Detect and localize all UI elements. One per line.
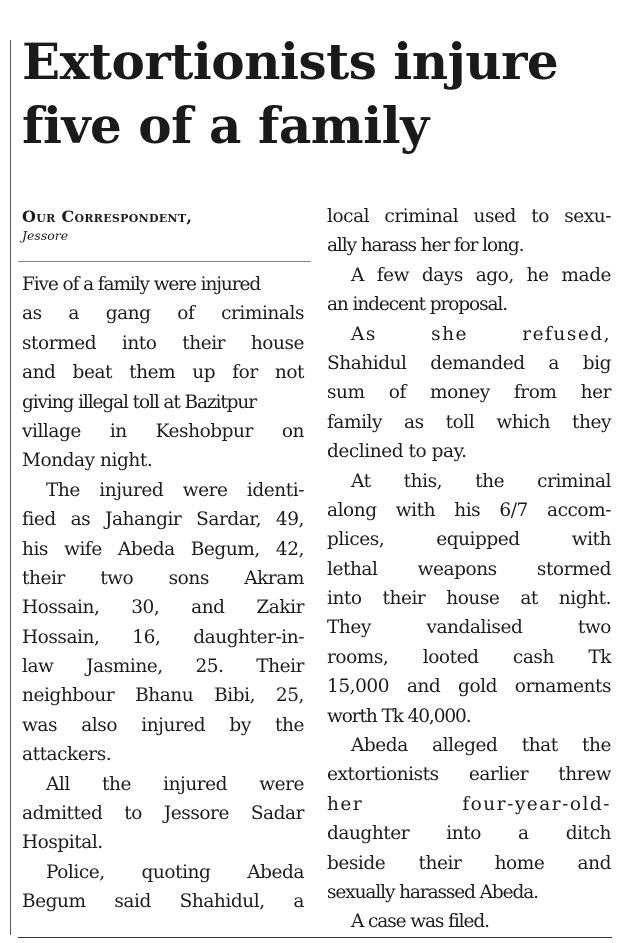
body-line: his wife Abeda Begum, 42, [22,538,304,560]
body-line: law Jasmine, 25. Their [22,656,304,678]
body-line: her four-year-old- [327,793,611,815]
body-line: ally harass her for long. [327,235,524,257]
body-line: extortionists earlier threw [327,764,611,786]
body-line: local criminal used to sexu- [327,206,611,227]
body-line: declined to pay. [327,441,467,463]
body-line: beside their home and [327,852,611,874]
body-line: as a gang of criminals [22,303,304,325]
body-line: As she refused, [351,323,611,345]
body-line: was also injured by the [22,714,304,736]
body-line: Hospital. [22,832,103,854]
body-line: fied as Jahangir Sardar, 49, [22,509,304,531]
body-line: rooms, looted cash Tk [327,646,611,668]
byline-rule [18,261,311,262]
body-line: attackers. [22,744,112,766]
body-line: Hossain, 16, daughter-in- [22,626,304,648]
body-line: Begum said Shahidul, a [22,891,304,913]
body-line: They vandalised two [327,617,611,639]
body-line: into their house at night. [327,588,611,610]
body-line: giving illegal toll at Bazitpur [22,391,256,413]
body-line: 15,000 and gold ornaments [327,676,611,698]
article-column-left [22,270,304,917]
body-line: plices, equipped with [327,529,611,551]
body-line: Shahidul demanded a big [327,352,611,374]
body-line: lethal weapons stormed [327,558,611,580]
body-line: village in Keshobpur on [22,420,304,442]
body-line: neighbour Bhanu Bibi, 25, [22,685,304,707]
body-line: Abeda alleged that the [351,735,611,757]
byline-author: Our Correspondent, [22,207,193,226]
body-line: The injured were identi- [46,479,304,501]
body-line: Police, quoting Abeda [46,861,304,883]
body-line: along with his 6/7 accom- [327,499,611,521]
body-line: admitted to Jessore Sadar [22,803,304,825]
body-line: family as toll which they [327,411,611,433]
body-line: an indecent proposal. [327,294,508,316]
body-line: their two sons Akram [22,567,304,589]
body-line: sum of money from her [327,382,611,404]
body-line: Hossain, 30, and Zakir [22,597,304,619]
body-line: stormed into their house [22,332,304,354]
body-line: daughter into a ditch [327,823,611,845]
body-line: Five of a family were injured [22,274,261,295]
body-line: A few days ago, he made [351,264,611,286]
left-column-rule [10,40,11,935]
body-line: All the injured were [46,773,304,795]
body-line: worth Tk 40,000. [327,705,471,727]
byline-place: Jessore [22,228,69,243]
headline [22,30,617,158]
byline [22,206,312,244]
body-line: At this, the criminal [351,470,611,492]
body-line: Monday night. [22,450,153,472]
headline-line-2: five of a family [22,96,429,155]
body-line: and beat them up for not [22,362,304,384]
body-line: A case was filed. [351,911,489,933]
article-column-right [327,202,611,937]
bottom-rule [18,937,612,938]
headline-line-1: Extortionists injure [22,32,559,91]
body-line: sexually harassed Abeda. [327,881,538,903]
